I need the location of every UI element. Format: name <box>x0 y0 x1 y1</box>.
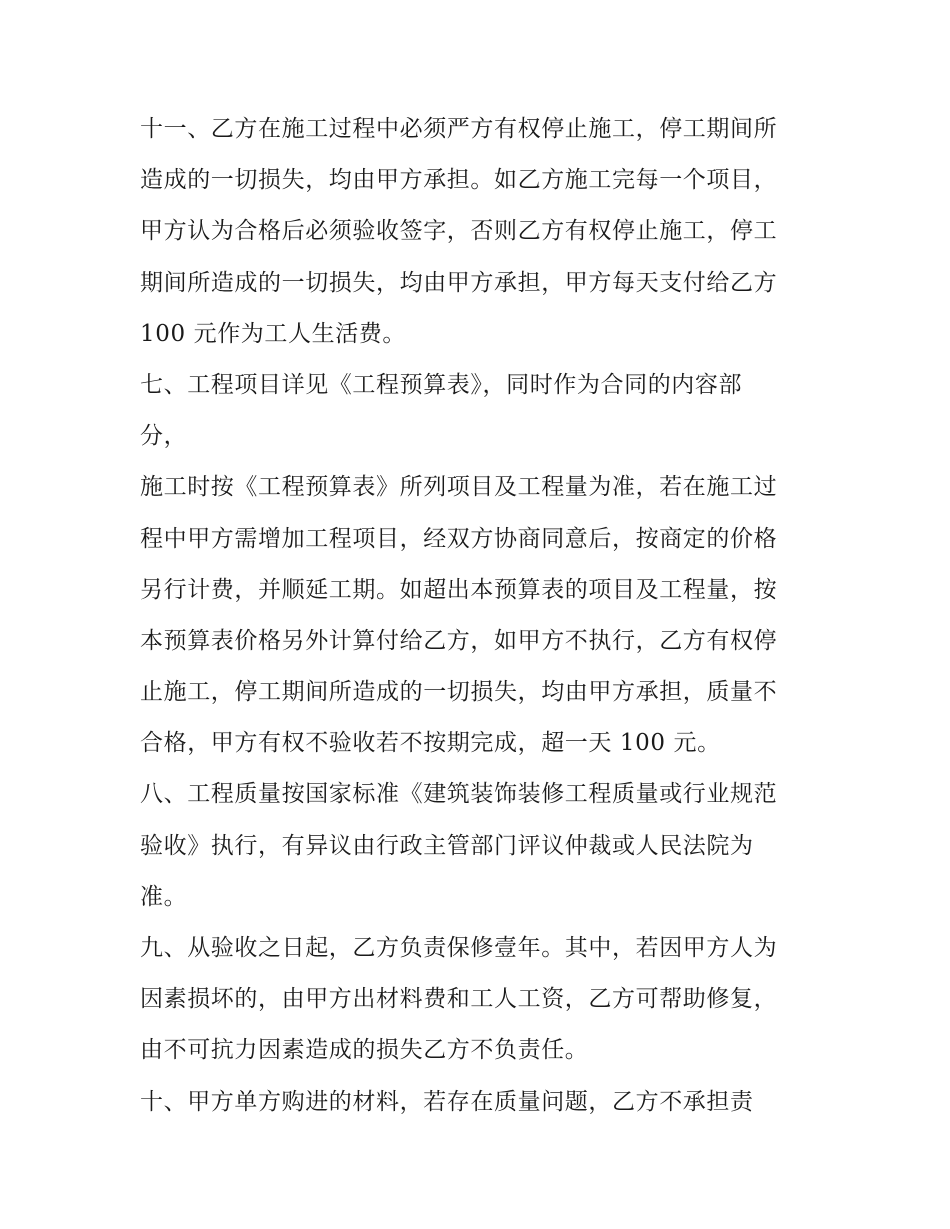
contract-body-text <box>140 104 812 1128</box>
text-line: 十一、乙方在施工过程中必须严方有权停止施工，停工期间所 <box>140 116 778 142</box>
text-line: 准。 <box>140 883 188 910</box>
text-line: 九、从验收之日起，乙方负责保修壹年。其中，若因甲方人为 <box>140 935 778 961</box>
text-line: 七、工程项目详见《工程预算表》，同时作为合同的内容部 <box>140 371 743 398</box>
text-line: 另行计费，并顺延工期。如超出本预算表的项目及工程量，按 <box>140 576 778 603</box>
text-line: 甲方认为合格后必须验收签字，否则乙方有权停止施工，停工 <box>140 218 778 245</box>
text-line: 程中甲方需增加工程项目，经双方协商同意后，按商定的价格 <box>140 525 778 552</box>
text-line: 本预算表价格另外计算付给乙方，如甲方不执行，乙方有权停 <box>140 627 778 654</box>
text-line: 由不可抗力因素造成的损失乙方不负责任。 <box>140 1037 589 1064</box>
text-line: 100 元作为工人生活费。 <box>140 320 407 347</box>
text-line: 造成的一切损失，均由甲方承担。如乙方施工完每一个项目， <box>140 167 778 194</box>
text-line: 验收》执行，有异议由行政主管部门评议仲裁或人民法院为 <box>140 832 754 859</box>
text-line: 十、甲方单方购进的材料，若存在质量问题，乙方不承担责 <box>140 1088 754 1115</box>
text-line: 合格，甲方有权不验收若不按期完成，超一天 100 元。 <box>140 730 721 757</box>
text-line: 分， <box>140 423 188 450</box>
text-line: 期间所造成的一切损失，均由甲方承担，甲方每天支付给乙方 <box>140 269 778 296</box>
text-line: 施工时按《工程预算表》所列项目及工程量为准，若在施工过 <box>140 474 778 501</box>
text-line: 止施工，停工期间所造成的一切损失，均由甲方承担，质量不 <box>140 679 778 706</box>
text-line: 因素损坏的，由甲方出材料费和工人工资，乙方可帮助修复， <box>140 986 778 1013</box>
text-line: 八、工程质量按国家标准《建筑装饰装修工程质量或行业规范 <box>140 781 778 808</box>
